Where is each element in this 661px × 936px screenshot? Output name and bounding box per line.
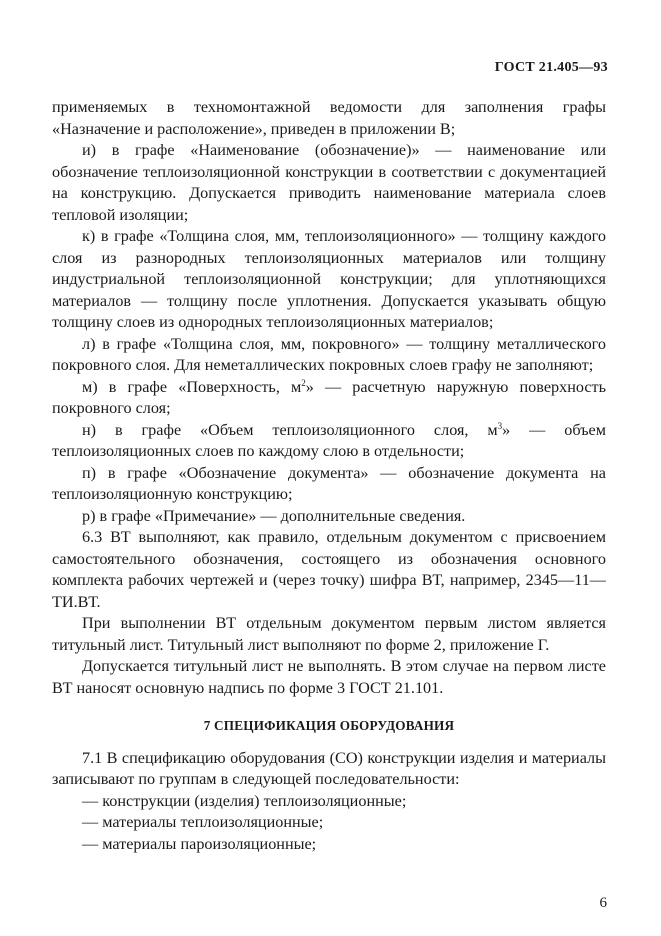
paragraph-item-l: л) в графе «Толщина слоя, мм, покровного» — толщину металлического покровного слоя. Для неметаллических покровных слоев графу не заполняют; — [52, 334, 606, 374]
list-item: — материалы теплоизоляционные; — [82, 813, 324, 831]
item-m-superscript: 2 — [301, 377, 306, 388]
paragraph-item-r: р) в графе «Примечание» — дополнительные сведения. — [82, 506, 466, 525]
paragraph-title-sheet: При выполнении ВТ отдельным документом первым листом является титульный лист. Титульный лист выполняют по форме 2, приложение Г. — [52, 614, 606, 654]
paragraph-6-3: 6.3 ВТ выполняют, как правило, отдельным документом с присвоением самостоятельного обозначения, состоящего из обозначения основного комплекта рабочих чертежей и (через точку) шифра ВТ, например, 2345—11—ТИ.ВТ. — [52, 528, 606, 611]
item-m-text-a: м) в графе «Поверхность, м — [82, 377, 302, 396]
page-number: 6 — [599, 895, 607, 911]
document-body — [52, 97, 606, 855]
item-m-text-b: » — расчетную наружную поверхность покровного слоя; — [52, 377, 606, 417]
paragraph-item-n — [52, 420, 606, 463]
paragraph-item-p: п) в графе «Обозначение документа» — обозначение документа на теплоизоляционную конструкцию; — [52, 463, 606, 503]
paragraph-item-m — [52, 377, 606, 420]
paragraph-item-k: к) в графе «Толщина слоя, мм, теплоизоляционного» — толщину каждого слоя из разнородных теплоизоляционных материалов или толщину индустриальной теплоизоляционной конструкции; для уплотняющихся материалов — толщину после уплотнения. Допускается указывать общую толщину слоев из однородных теплоизоляционных материалов; — [52, 227, 606, 331]
standard-header: ГОСТ 21.405—93 — [494, 60, 608, 75]
paragraph-7-1: 7.1 В спецификацию оборудования (СО) конструкции изделия и материалы записывают по группам в следующей последовательности: — [52, 748, 606, 788]
paragraph-continuation: применяемых в техномонтажной ведомости для заполнения графы «Назначение и расположение», приведен в приложении В; — [52, 98, 606, 138]
list-item: — материалы пароизоляционные; — [82, 834, 317, 853]
item-n-superscript: 3 — [497, 420, 503, 431]
item-n-text-a: н) в графе «Объем теплоизоляционного слоя, м — [82, 420, 498, 439]
list-item: — конструкции (изделия) теплоизоляционные; — [82, 791, 407, 810]
paragraph-item-i: и) в графе «Наименование (обозначение)» — наименование или обозначение теплоизоляционной конструкции в соответствии с документацией на конструкцию. Допускается приводить наименование материала слоев тепловой изоляции; — [52, 141, 606, 224]
item-n-text-b: » — объем теплоизоляционных слоев по каждому слою в отдельности; — [52, 420, 606, 460]
section-heading: 7 СПЕЦИФИКАЦИЯ ОБОРУДОВАНИЯ — [203, 718, 455, 733]
paragraph-title-optional: Допускается титульный лист не выполнять. В этом случае на первом листе ВТ наносят основную надпись по форме 3 ГОСТ 21.101. — [52, 657, 606, 697]
